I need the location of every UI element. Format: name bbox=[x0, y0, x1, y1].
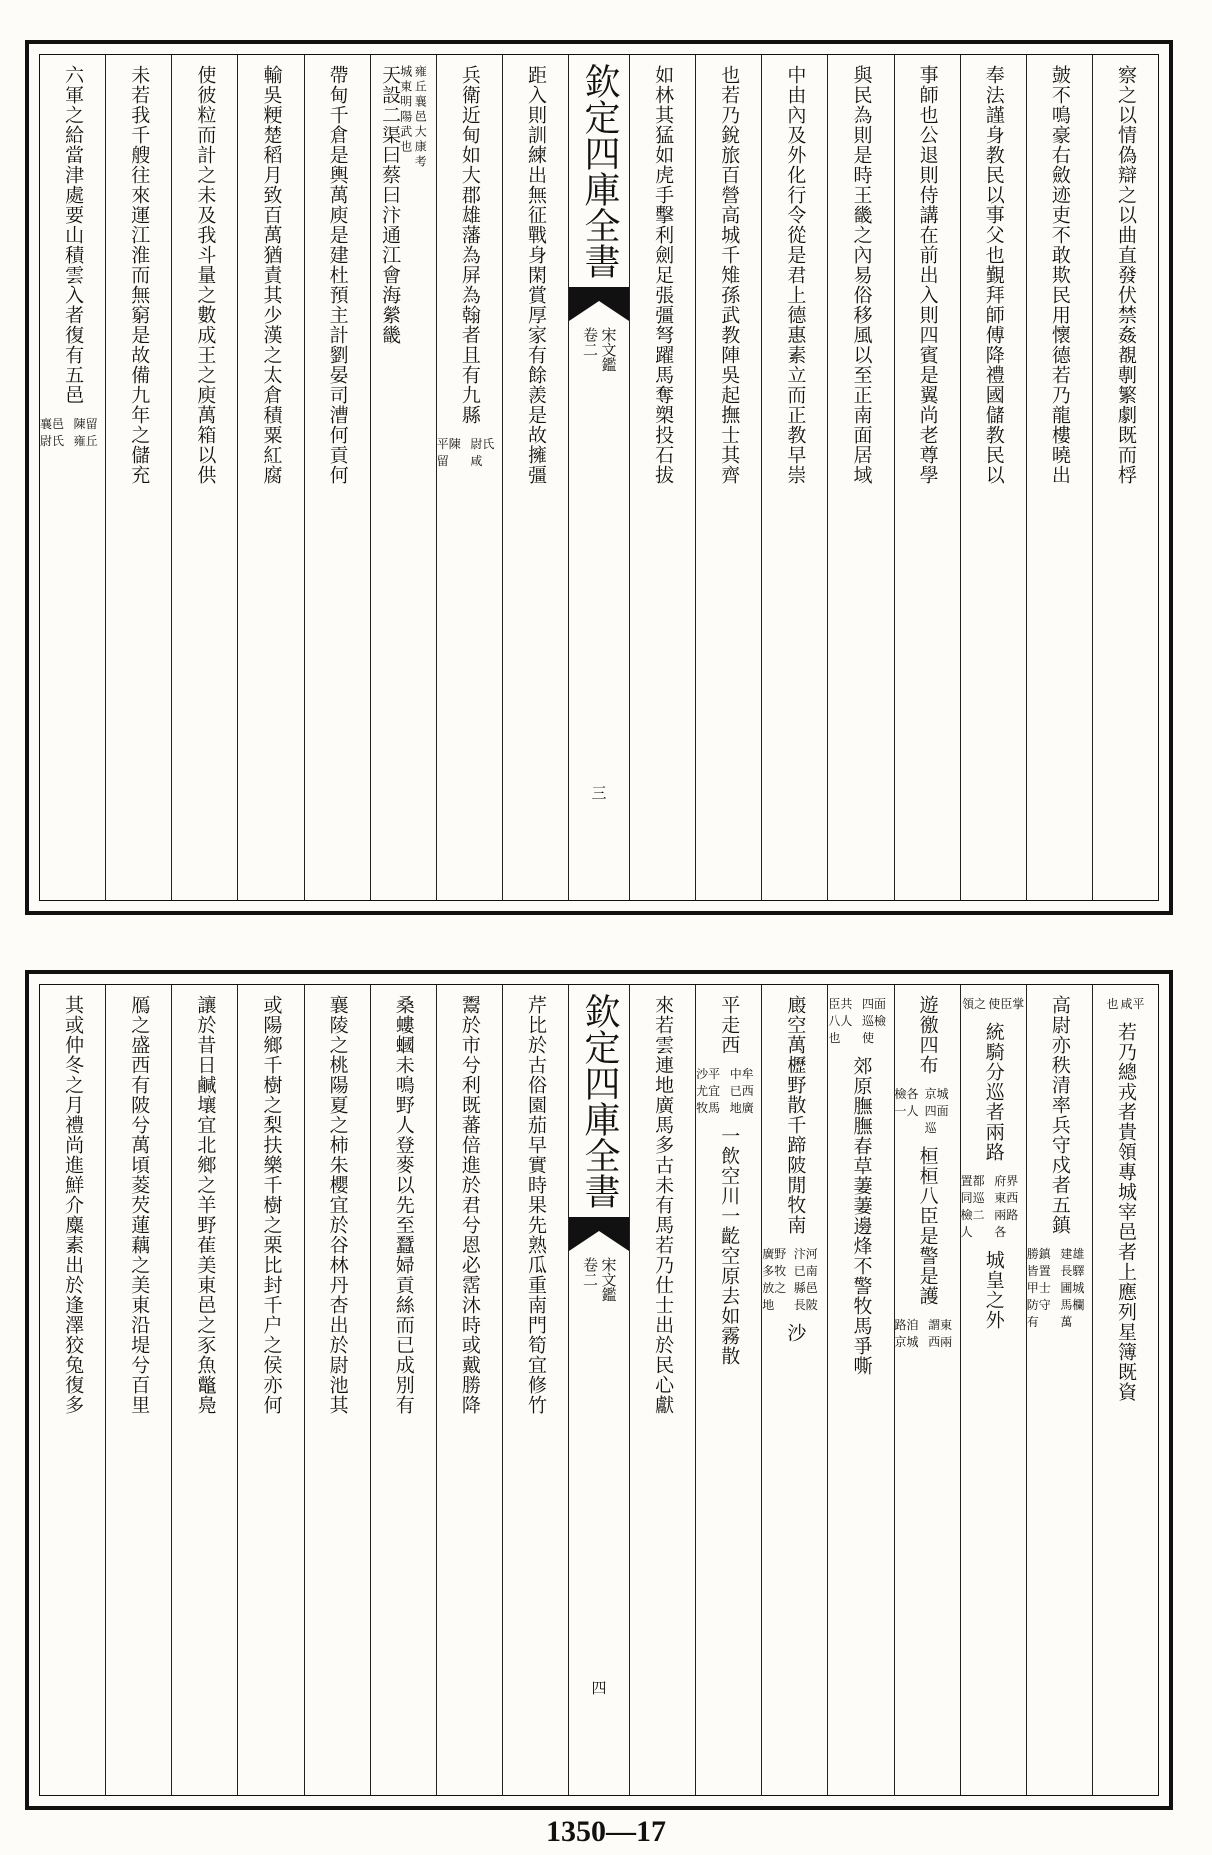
annotation-left: 臣共八人也 bbox=[828, 997, 853, 1045]
top-page bbox=[25, 40, 1173, 915]
page-footer-number: 1350—17 bbox=[546, 1815, 666, 1848]
main-text: 使彼粒而計之未及我斗量之數成王之庾萬箱以供 bbox=[194, 65, 217, 485]
gutter-column bbox=[568, 55, 629, 900]
main-text: 其或仲冬之月禮尚進鮮介麋素出於逢澤狡兔復多 bbox=[62, 995, 85, 1415]
text-column bbox=[960, 55, 1026, 900]
annotation-left: 置都同巡檢二人 bbox=[960, 1174, 985, 1239]
annotation-right: 四面巡檢使 bbox=[861, 997, 886, 1045]
column-content bbox=[762, 985, 827, 1795]
text-column bbox=[629, 55, 695, 900]
column-content bbox=[437, 55, 502, 900]
text-column bbox=[761, 55, 827, 900]
column-content bbox=[62, 985, 85, 1795]
main-text: 芹比於古俗園茄早實時果先熟瓜重南門筍宜修竹 bbox=[524, 995, 547, 1415]
main-text: 未若我千艘往來運江淮而無窮是故備九年之儲充 bbox=[128, 65, 151, 485]
column-content bbox=[128, 985, 151, 1795]
column-content bbox=[1116, 55, 1135, 900]
annotation-right: 陳留雍丘 bbox=[73, 417, 98, 448]
main-text: 兵衛近甸如大郡雄藩為屏為翰者且有九縣 bbox=[458, 65, 481, 425]
text-column bbox=[827, 55, 893, 900]
main-text: 鬻於市兮利既蕃倍進於君兮恩必霑沐時或戴勝降 bbox=[458, 995, 481, 1415]
main-text: 輸吳粳楚稻月致百萬猶責其少漢之太倉積粟紅腐 bbox=[260, 65, 283, 485]
annotation-right: 中牟已西地廣 bbox=[729, 1067, 754, 1115]
column-content bbox=[652, 985, 675, 1795]
gutter-collection: 宋文鑑 bbox=[599, 1257, 618, 1302]
column-content bbox=[526, 985, 545, 1795]
main-text: 遊徼四布 bbox=[916, 995, 939, 1075]
column-content bbox=[460, 985, 479, 1795]
gutter-column bbox=[568, 985, 629, 1795]
annotation-line: 雍丘襄邑大康考 bbox=[413, 65, 428, 170]
annotation-note bbox=[961, 1162, 1026, 1240]
annotation-right: 尉氏咸 bbox=[470, 437, 495, 468]
gutter-meta bbox=[582, 327, 617, 372]
text-column bbox=[502, 55, 568, 900]
text-column bbox=[237, 55, 303, 900]
column-content bbox=[784, 55, 807, 900]
main-text-continued: 城皇之外 bbox=[982, 1250, 1005, 1330]
annotation-note bbox=[762, 1235, 827, 1313]
main-text-continued: 桓桓八臣是警是護 bbox=[916, 1146, 939, 1306]
gutter-page-number: 三 bbox=[589, 785, 608, 800]
annotation-right: 府界東西兩路各 bbox=[994, 1174, 1019, 1239]
main-text: 鴈之盛西有陂兮萬頃菱芡蓮藕之美東沿堤兮百里 bbox=[128, 995, 151, 1415]
column-content bbox=[260, 55, 283, 900]
main-text: 如林其猛如虎手擊利劍足張彊弩躍馬奪槊投石拔 bbox=[652, 65, 675, 485]
text-column bbox=[105, 55, 171, 900]
main-text: 事師也公退則侍講在前出入則四賓是翼尚老尊學 bbox=[916, 65, 939, 485]
annotation-left: 路洎京城 bbox=[894, 1318, 919, 1349]
text-column bbox=[304, 985, 370, 1795]
annotation-right: 汴河已南縣邑長陂 bbox=[793, 1247, 818, 1312]
gutter-page-number: 四 bbox=[589, 1680, 608, 1695]
annotation-left: 也 bbox=[1106, 997, 1119, 1011]
gutter-volume: 卷二 bbox=[581, 1257, 599, 1287]
annotation-note bbox=[895, 1075, 960, 1136]
annotation-note bbox=[1106, 985, 1144, 1012]
text-column bbox=[436, 55, 502, 900]
main-text: 六軍之給當津處要山積雲入者復有五邑 bbox=[62, 65, 85, 405]
annotation-note bbox=[40, 405, 105, 449]
main-text: 皷不鳴豪右斂迹吏不敢欺民用懷德若乃龍樓曉出 bbox=[1048, 65, 1071, 485]
main-text-continued: 一飲空川一齕空原去如霧散 bbox=[718, 1126, 741, 1366]
main-text: 或陽鄉千樹之梨扶樂千樹之栗比封千户之侯亦何 bbox=[260, 995, 283, 1415]
annotation-left: 平陳留 bbox=[436, 437, 461, 468]
annotation-line: 城東明陽武也 bbox=[398, 65, 413, 155]
gutter-title: 欽定四庫全書 bbox=[579, 63, 620, 279]
text-column bbox=[40, 55, 105, 900]
gutter-title: 欽定四庫全書 bbox=[579, 993, 620, 1209]
gutter-collection: 宋文鑑 bbox=[599, 327, 618, 372]
text-column bbox=[695, 985, 761, 1795]
main-text: 察之以情偽辯之以曲直發伏禁姦覩剸繁劇既而桴 bbox=[1114, 65, 1137, 485]
column-content bbox=[1050, 55, 1069, 900]
main-text: 讓於昔日鹹壤宜北鄉之羊野萑美東邑之豕魚鼈鳧 bbox=[194, 995, 217, 1415]
column-content bbox=[328, 985, 347, 1795]
top-page-columns bbox=[39, 54, 1159, 901]
text-column bbox=[827, 985, 893, 1795]
text-column bbox=[629, 985, 695, 1795]
bottom-page-columns bbox=[39, 984, 1159, 1796]
annotation-right: 京城四面巡 bbox=[924, 1087, 949, 1135]
annotation-right: 建雄長驛圃城馬欄萬 bbox=[1060, 1247, 1085, 1329]
column-content bbox=[961, 985, 1026, 1795]
text-column bbox=[960, 985, 1026, 1795]
column-content bbox=[696, 985, 761, 1795]
annotation-note bbox=[399, 55, 426, 170]
main-text: 郊原膴膴春草萋萋邊烽不警牧馬爭嘶 bbox=[850, 1056, 873, 1376]
main-text: 也若乃銳旅百營高城千雉孫武教陣吳起撫士其齊 bbox=[718, 65, 741, 485]
column-content bbox=[328, 55, 347, 900]
annotation-note bbox=[962, 985, 1024, 1012]
text-column bbox=[436, 985, 502, 1795]
text-column bbox=[695, 55, 761, 900]
main-text: 天設二渠曰蔡曰汴通江會海縈畿 bbox=[379, 65, 402, 345]
column-content bbox=[718, 55, 741, 900]
column-content bbox=[1106, 985, 1144, 1795]
main-text-continued: 沙 bbox=[784, 1323, 807, 1343]
main-text: 廄空萬櫪野散千蹄陂閒牧南 bbox=[784, 995, 807, 1235]
gutter-meta bbox=[582, 1257, 617, 1302]
text-column bbox=[1092, 985, 1158, 1795]
column-content bbox=[984, 55, 1003, 900]
text-column bbox=[304, 55, 370, 900]
annotation-right: 咸平 bbox=[1120, 997, 1145, 1011]
text-column bbox=[1092, 55, 1158, 900]
text-column bbox=[237, 985, 303, 1795]
text-column bbox=[1026, 55, 1092, 900]
column-content bbox=[380, 55, 426, 900]
fishtail-mark-icon bbox=[569, 287, 629, 321]
text-column bbox=[502, 985, 568, 1795]
column-content bbox=[895, 985, 960, 1795]
text-column bbox=[761, 985, 827, 1795]
main-text: 統騎分巡者兩路 bbox=[982, 1022, 1005, 1162]
annotation-left: 勝鎮皆置甲士防守有 bbox=[1026, 1247, 1051, 1329]
annotation-left: 襄邑尉氏 bbox=[40, 417, 65, 448]
column-content bbox=[194, 985, 217, 1795]
main-text: 中由內及外化行令從是君上德惠素立而正教早崇 bbox=[784, 65, 807, 485]
text-column bbox=[370, 55, 436, 900]
main-text: 平走西 bbox=[718, 995, 741, 1055]
column-content bbox=[526, 55, 545, 900]
annotation-note bbox=[437, 425, 502, 469]
column-content bbox=[918, 55, 937, 900]
annotation-note bbox=[1027, 1235, 1092, 1330]
annotation-note bbox=[828, 985, 893, 1046]
main-text: 奉法謹身教民以事父也覲拜師傅降禮國儲教民以 bbox=[982, 65, 1005, 485]
annotation-left: 領之 bbox=[962, 997, 987, 1011]
annotation-left: 廣野多牧放之地 bbox=[762, 1247, 787, 1312]
fishtail-mark-icon bbox=[569, 1217, 629, 1251]
main-text: 襄陵之桃陽夏之柿朱櫻宜於谷林丹杏出於尉池其 bbox=[326, 995, 349, 1415]
gutter-volume: 卷二 bbox=[581, 327, 599, 357]
annotation-right: 使臣掌 bbox=[988, 997, 1025, 1011]
column-content bbox=[40, 55, 105, 900]
annotation-left: 檢各一人 bbox=[894, 1087, 919, 1118]
text-column bbox=[171, 985, 237, 1795]
text-column bbox=[171, 55, 237, 900]
main-text: 高尉亦秩清率兵守戍者五鎮 bbox=[1048, 995, 1071, 1235]
main-text: 桑螻蟈未鳴野人登麥以先至蠶婦貢絲而已成別有 bbox=[392, 995, 415, 1415]
column-content bbox=[260, 985, 283, 1795]
main-text: 帶甸千倉是輿萬庾是建杜預主計劉晏司漕何貢何 bbox=[326, 65, 349, 485]
main-text: 距入則訓練出無征戰身閑賞厚家有餘羨是故擁彊 bbox=[524, 65, 547, 485]
annotation-right: 謂東西兩 bbox=[928, 1318, 953, 1349]
annotation-left: 沙平尤宜牧馬 bbox=[696, 1067, 721, 1115]
column-content bbox=[850, 55, 873, 900]
text-column bbox=[40, 985, 105, 1795]
text-column bbox=[894, 985, 960, 1795]
column-content bbox=[394, 985, 413, 1795]
column-content bbox=[194, 55, 217, 900]
annotation-note bbox=[696, 1055, 761, 1116]
main-text: 與民為則是時王畿之內易俗移風以至正南面居域 bbox=[850, 65, 873, 485]
text-column bbox=[1026, 985, 1092, 1795]
text-column bbox=[370, 985, 436, 1795]
text-column bbox=[894, 55, 960, 900]
main-text: 來若雲連地廣馬多古未有馬若乃仕士出於民心獻 bbox=[652, 995, 675, 1415]
annotation-note bbox=[895, 1306, 960, 1350]
column-content bbox=[1027, 985, 1092, 1795]
column-content bbox=[652, 55, 675, 900]
column-content bbox=[828, 985, 893, 1795]
bottom-page bbox=[25, 970, 1173, 1810]
column-content bbox=[128, 55, 151, 900]
text-column bbox=[105, 985, 171, 1795]
main-text: 若乃總戎者貴領專城宰邑者上應列星簿既資 bbox=[1114, 1022, 1137, 1402]
